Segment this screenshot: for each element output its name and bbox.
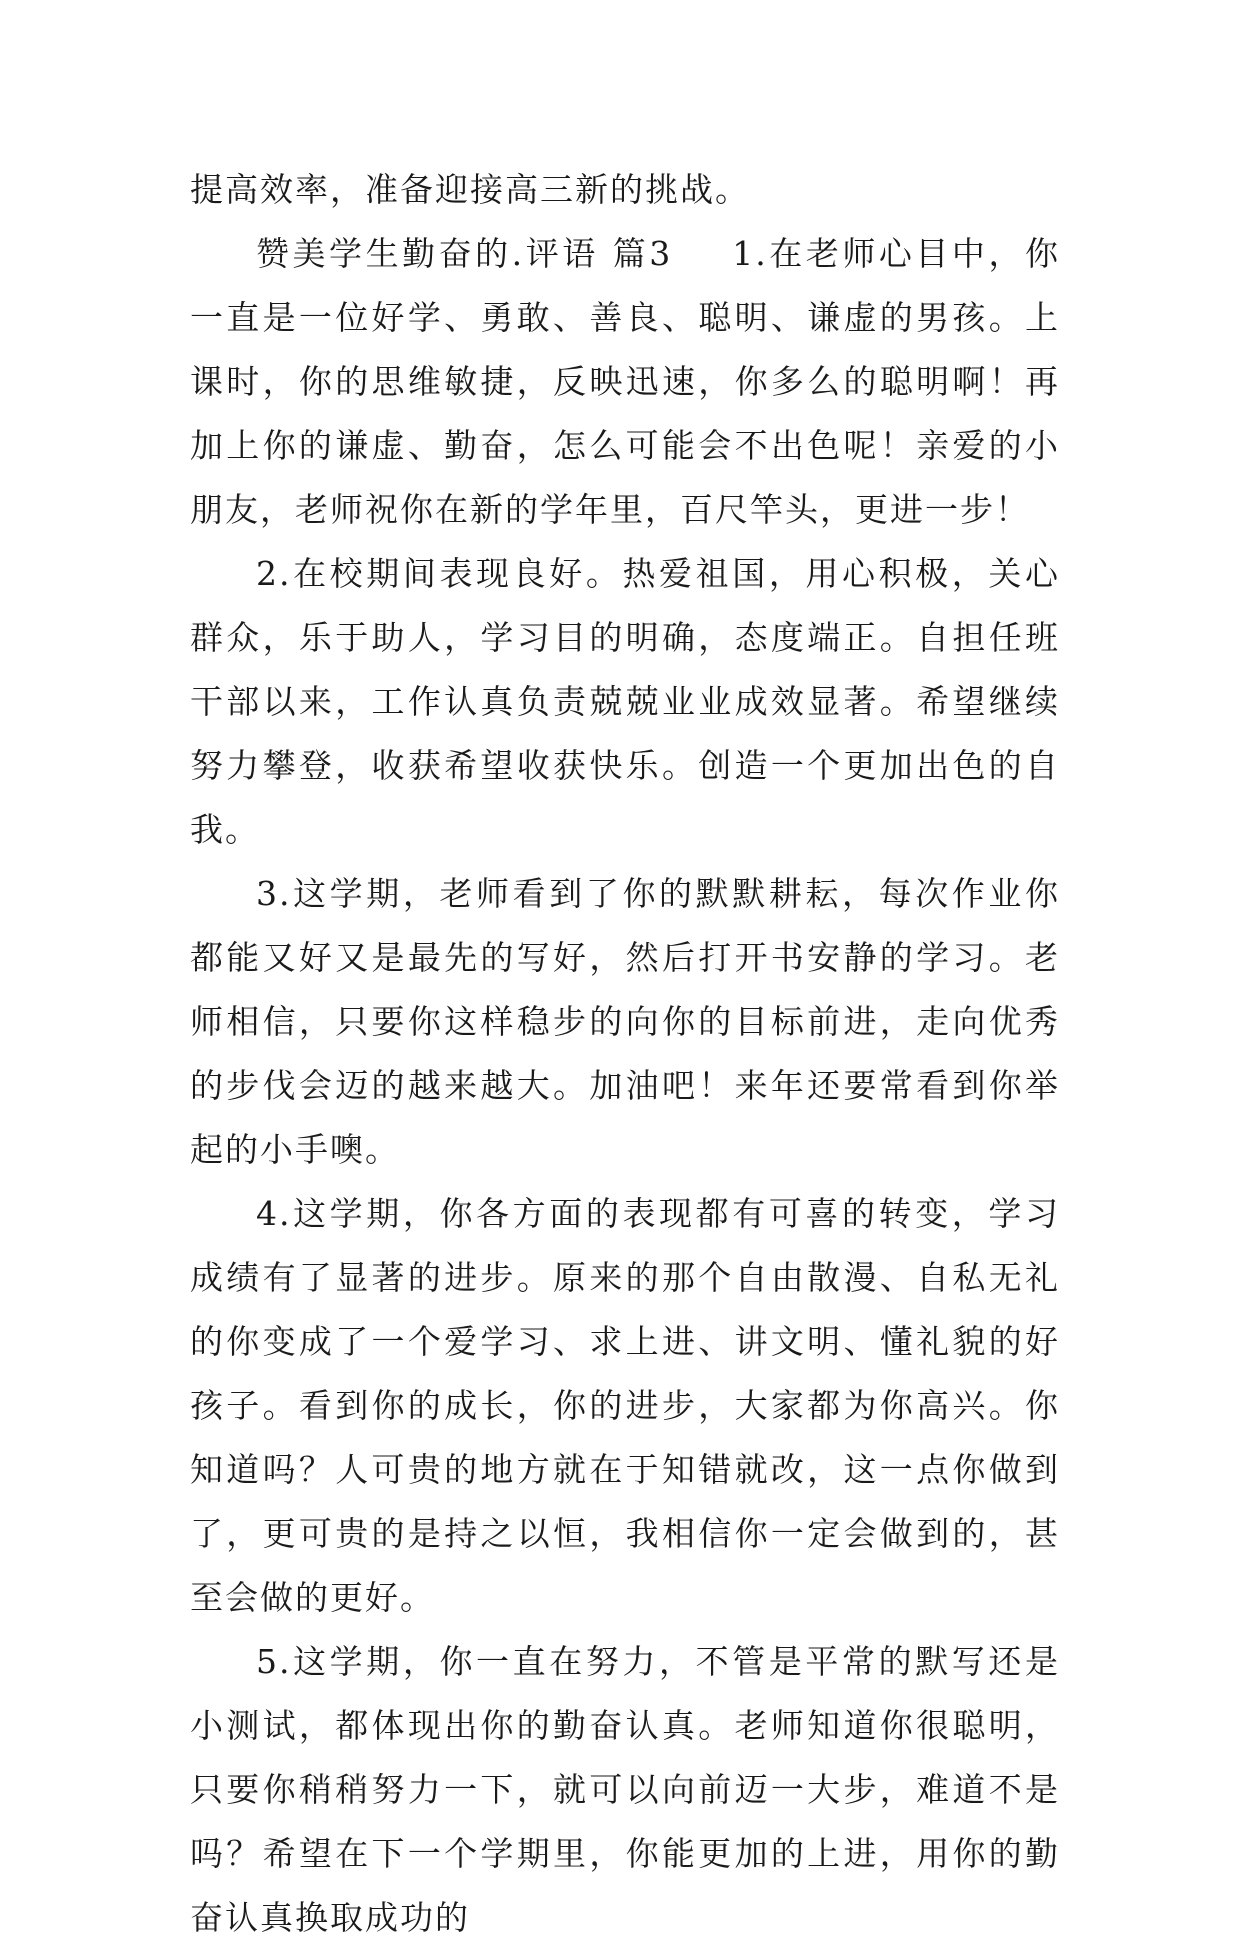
section-paragraph-1 (190, 222, 1060, 542)
comment-2: 2.在校期间表现良好。热爱祖国，用心积极，关心群众，乐于助人，学习目的明确，态度端正。自担任班干部以来，工作认真负责兢兢业业成效显著。希望继续努力攀登，收获希望收获快乐。创造一个更加出色的自我。 (190, 554, 1060, 849)
comment-3: 3.这学期，老师看到了你的默默耕耘，每次作业你都能又好又是最先的写好，然后打开书安静的学习。老师相信，只要你这样稳步的向你的目标前进，走向优秀的步伐会迈的越来越大。加油吧！来年还要常看到你举起的小手噢。 (190, 874, 1060, 1169)
document-body (190, 158, 1060, 1950)
comment-5: 5.这学期，你一直在努力，不管是平常的默写还是小测试，都体现出你的勤奋认真。老师知道你很聪明，只要你稍稍努力一下，就可以向前迈一大步，难道不是吗？希望在下一个学期里，你能更加的上进，用你的勤奋认真换取成功的 (190, 1642, 1060, 1937)
comment-4: 4.这学期，你各方面的表现都有可喜的转变，学习成绩有了显著的进步。原来的那个自由散漫、自私无礼的你变成了一个爱学习、求上进、讲文明、懂礼貌的好孩子。看到你的成长，你的进步，大家都为你高兴。你知道吗？人可贵的地方就在于知错就改，这一点你做到了，更可贵的是持之以恒，我相信你一定会做到的，甚至会做的更好。 (190, 1194, 1060, 1617)
comment-1: 1.在老师心目中，你一直是一位好学、勇敢、善良、聪明、谦虚的男孩。上课时，你的思维敏捷，反映迅速，你多么的聪明啊！再加上你的谦虚、勤奋，怎么可能会不出色呢！亲爱的小朋友，老师祝你在新的学年里，百尺竿头，更进一步！ (190, 234, 1060, 529)
section-heading: 赞美学生勤奋的.评语 篇3 (256, 234, 673, 273)
continuation-paragraph: 提高效率，准备迎接高三新的挑战。 (190, 170, 750, 209)
